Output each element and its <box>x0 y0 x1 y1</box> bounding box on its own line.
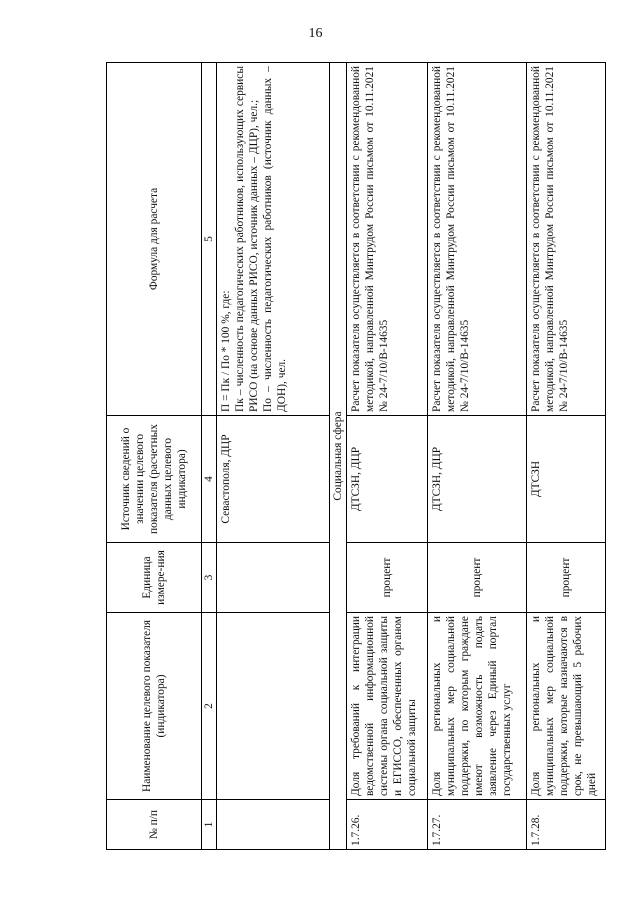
row-name: Доля требований к интеграции ведомственной информационной системы органа социальной защиты и ЕГИССО, обеспеченных органом социальной защиты <box>347 613 428 800</box>
formula-line: Пк – численность педагогических работников, использующих сервисы РИСО (на основе данных РИСО, источник данных – ДЦР), чел.; <box>234 66 260 412</box>
row-num: 1.7.28. <box>527 800 606 850</box>
header-source: Источник сведений о значении целевого показателя (расчетных данных целевого индикатора) <box>107 416 202 543</box>
header-name: Наименование целевого показателя (индикатора) <box>107 613 202 800</box>
section-title: Социальная сфера <box>330 63 347 850</box>
carry-unit <box>217 543 330 613</box>
header-formula: Формула для расчета <box>107 63 202 416</box>
carry-name <box>217 613 330 800</box>
col-number: 1 <box>202 800 217 850</box>
row-num: 1.7.26. <box>347 800 428 850</box>
col-number: 3 <box>202 543 217 613</box>
page-number: 16 <box>308 26 323 41</box>
row-source: ДТСЗН, ДЦР <box>347 416 428 543</box>
col-number: 2 <box>202 613 217 800</box>
col-number: 5 <box>202 63 217 416</box>
table-row <box>347 63 428 850</box>
formula-line: По – численность педагогических работников (источник данных – ДОН), чел. <box>262 66 288 412</box>
col-number: 4 <box>202 416 217 543</box>
row-unit: процент <box>527 543 606 613</box>
row-source: ДТСЗН, ДЦР <box>428 416 527 543</box>
row-formula: Расчет показателя осуществляется в соответствии с рекомендованной методикой, направленной Минтрудом России письмом от 10.11.2021 № 24-7/10/В-14635 <box>347 63 428 416</box>
carry-source: Севастополя, ДЦР <box>217 416 330 543</box>
section-row <box>330 63 347 850</box>
row-formula: Расчет показателя осуществляется в соответствии с рекомендованной методикой, направленной Минтрудом России письмом от 10.11.2021 № 24-7/10/В-14635 <box>428 63 527 416</box>
header-num: № п/п <box>107 800 202 850</box>
formula-line: П = Пк / По * 100 %, где: <box>220 290 232 412</box>
table-row <box>527 63 606 850</box>
row-formula: Расчет показателя осуществляется в соответствии с рекомендованной методикой, направленной Минтрудом России письмом от 10.11.2021 № 24-7/10/В-14635 <box>527 63 606 416</box>
header-unit: Единица измере-ния <box>107 543 202 613</box>
column-number-row <box>202 63 217 850</box>
carry-num <box>217 800 330 850</box>
row-num: 1.7.27. <box>428 800 527 850</box>
row-name: Доля региональных и муниципальных мер социальной поддержки, по которым граждане имеют возможность подать заявление через Единый портал государственных услуг <box>428 613 527 800</box>
row-source: ДТСЗН <box>527 416 606 543</box>
row-unit: процент <box>428 543 527 613</box>
carry-over-row <box>217 63 330 850</box>
indicator-table <box>106 62 606 850</box>
carry-formula <box>217 63 330 416</box>
table-row <box>428 63 527 850</box>
header-row <box>107 63 202 850</box>
row-unit: процент <box>347 543 428 613</box>
row-name: Доля региональных и муниципальных мер социальной поддержки, которые назначаются в срок, не превышающий 5 рабочих дней <box>527 613 606 800</box>
rotated-table-container <box>106 63 614 850</box>
